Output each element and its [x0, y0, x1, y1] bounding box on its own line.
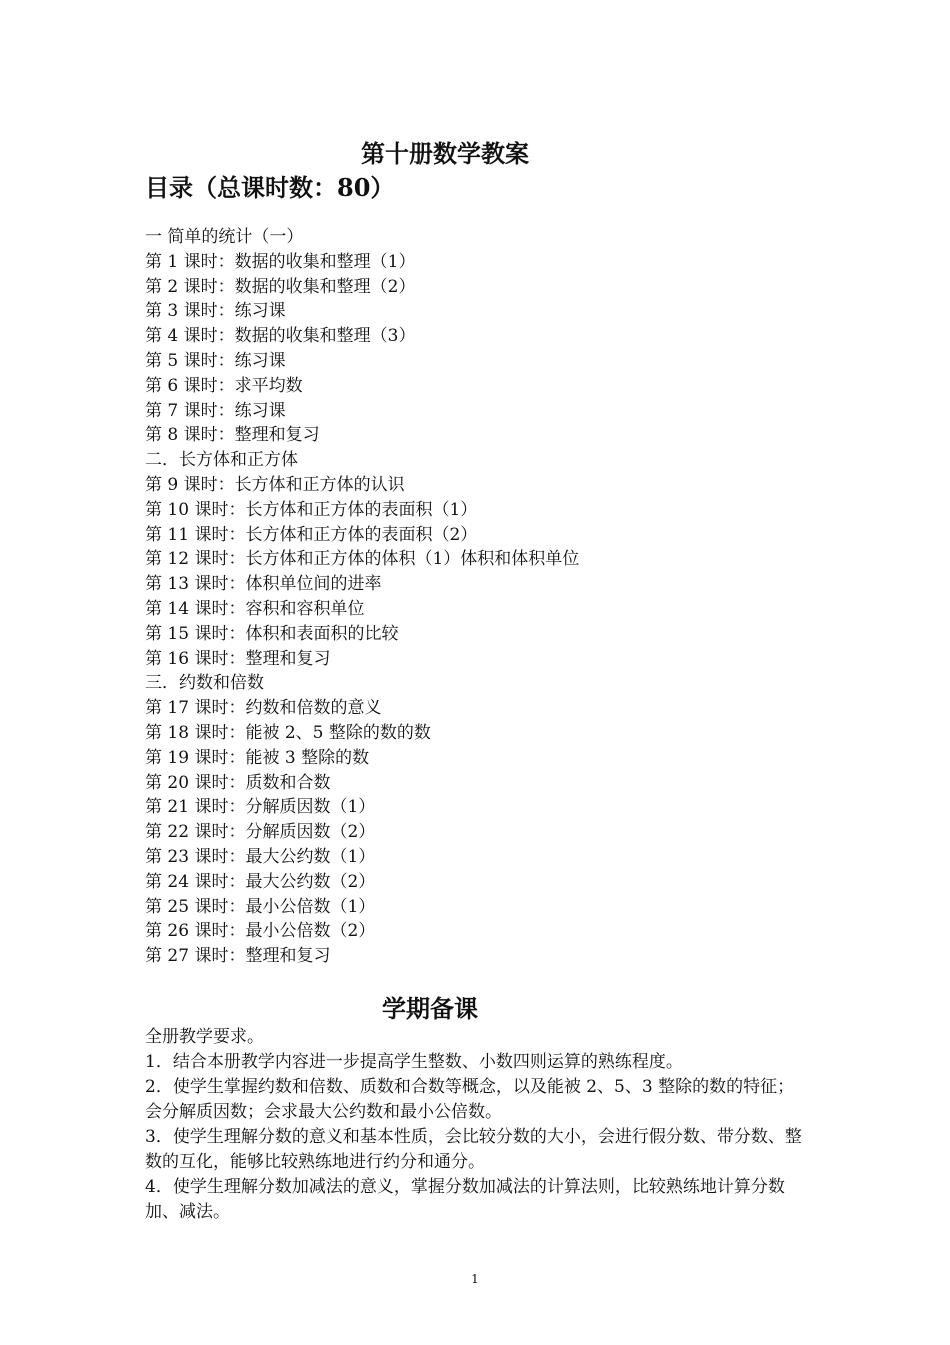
toc-heading: 目录（总课时数：80）: [145, 173, 395, 202]
semester-heading: 学期备课: [382, 994, 478, 1023]
toc-lesson-5: 第 5 课时：练习课: [145, 350, 286, 371]
toc-lesson-9: 第 9 课时：长方体和正方体的认识: [145, 474, 405, 495]
toc-lesson-22: 第 22 课时：分解质因数（2）: [145, 822, 376, 843]
toc-lesson-11: 第 11 课时：长方体和正方体的表面积（2）: [145, 524, 478, 545]
toc-lesson-10: 第 10 课时：长方体和正方体的表面积（1）: [145, 499, 478, 520]
toc-lesson-26: 第 26 课时：最小公倍数（2）: [145, 921, 376, 942]
toc-lesson-19: 第 19 课时：能被 3 整除的数: [145, 747, 370, 768]
requirement-item-4: 4．使学生理解分数加减法的意义，掌握分数加减法的计算法则，比较熟练地计算分数加、减法。: [145, 1177, 785, 1222]
requirement-item-2: 2．使学生掌握约数和倍数、质数和合数等概念，以及能被 2、5、3 整除的数的特征；会分解质因数；会求最大公约数和最小公倍数。: [145, 1077, 795, 1122]
toc-lesson-7: 第 7 课时：练习课: [145, 400, 286, 421]
toc-lesson-14: 第 14 课时：容积和容积单位: [145, 598, 365, 619]
toc-lesson-25: 第 25 课时：最小公倍数（1）: [145, 896, 376, 917]
toc-lesson-16: 第 16 课时：整理和复习: [145, 648, 331, 669]
toc-lesson-8: 第 8 课时：整理和复习: [145, 425, 320, 446]
toc-lesson-18: 第 18 课时：能被 2、5 整除的数的数: [145, 722, 431, 743]
toc-lesson-27: 第 27 课时：整理和复习: [145, 946, 331, 967]
toc-lesson-4: 第 4 课时：数据的收集和整理（3）: [145, 326, 416, 347]
toc-section-2: 二．长方体和正方体: [145, 450, 298, 471]
toc-lesson-23: 第 23 课时：最大公约数（1）: [145, 846, 376, 867]
toc-lesson-2: 第 2 课时：数据的收集和整理（2）: [145, 276, 416, 297]
requirement-item-1: 1．结合本册教学内容进一步提高学生整数、小数四则运算的熟练程度。: [145, 1052, 683, 1072]
toc-lesson-15: 第 15 课时：体积和表面积的比较: [145, 623, 399, 644]
toc-lesson-1: 第 1 课时：数据的收集和整理（1）: [145, 251, 416, 272]
toc-lesson-21: 第 21 课时：分解质因数（1）: [145, 797, 376, 818]
toc-section-1: 一 简单的统计（一）: [145, 227, 304, 247]
toc-lesson-17: 第 17 课时：约数和倍数的意义: [145, 698, 382, 719]
toc-lesson-13: 第 13 课时：体积单位间的进率: [145, 574, 382, 595]
document-title: 第十册数学教案: [361, 139, 529, 168]
toc-lesson-20: 第 20 课时：质数和合数: [145, 772, 331, 793]
requirements-intro: 全册教学要求。: [145, 1027, 264, 1047]
table-of-contents: [145, 225, 825, 969]
toc-lesson-6: 第 6 课时：求平均数: [145, 375, 303, 396]
toc-lesson-3: 第 3 课时：练习课: [145, 301, 286, 322]
teaching-requirements: [145, 1025, 810, 1225]
toc-lesson-12: 第 12 课时：长方体和正方体的体积（1）体积和体积单位: [145, 549, 580, 570]
requirement-item-3: 3．使学生理解分数的意义和基本性质，会比较分数的大小，会进行假分数、带分数、整数的互化，能够比较熟练地进行约分和通分。: [145, 1127, 802, 1172]
toc-lesson-24: 第 24 课时：最大公约数（2）: [145, 871, 376, 892]
page-number: 1: [471, 1272, 479, 1286]
toc-section-3: 三．约数和倍数: [145, 673, 264, 694]
